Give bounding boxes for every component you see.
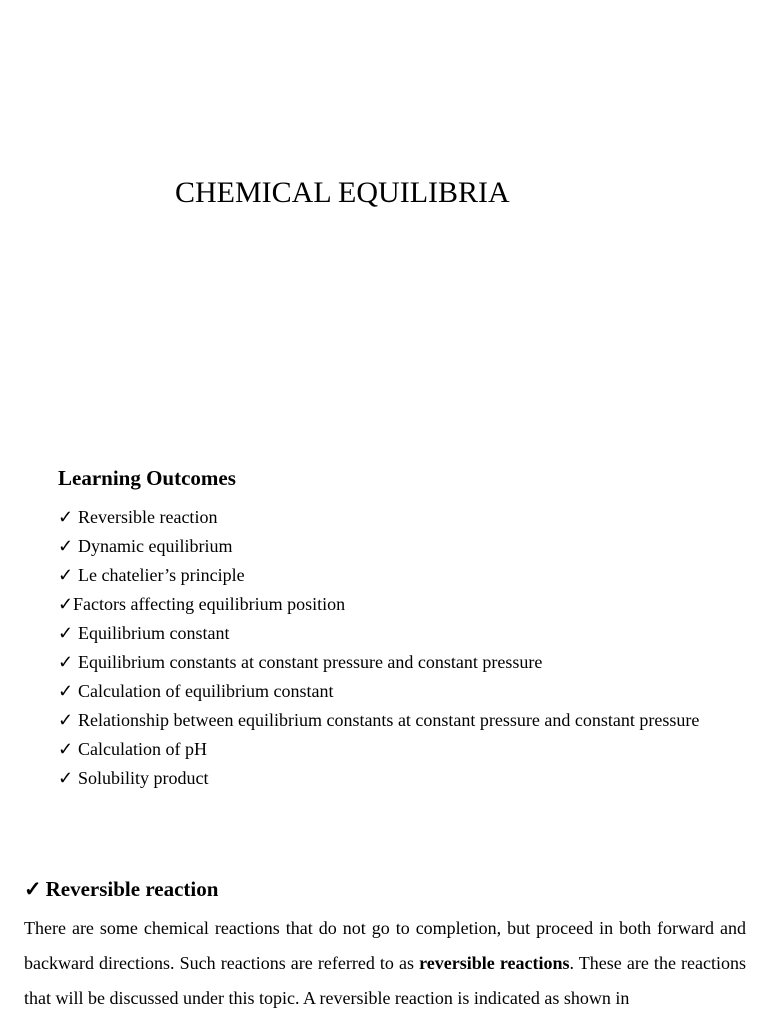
list-item-text: Calculation of equilibrium constant (78, 681, 334, 701)
checkmark-icon: ✓ (58, 768, 74, 788)
checkmark-icon: ✓ (58, 507, 74, 527)
list-item-text: Factors affecting equilibrium position (73, 594, 346, 614)
checkmark-icon: ✓ (58, 623, 74, 643)
list-item (58, 536, 738, 557)
list-item (58, 594, 738, 615)
section-heading-text: Reversible reaction (45, 877, 219, 901)
checkmark-icon: ✓ (58, 681, 74, 701)
checkmark-icon: ✓ (58, 652, 74, 672)
list-item (58, 768, 738, 789)
paragraph-bold-term: reversible reactions (419, 953, 570, 973)
checkmark-icon: ✓ (58, 594, 74, 614)
list-item-text: Equilibrium constants at constant pressure and constant pressure (78, 652, 543, 672)
list-item-text: Relationship between equilibrium constants at constant pressure and constant pressure (78, 710, 700, 730)
section-paragraph (24, 911, 746, 1016)
list-item (58, 565, 738, 586)
list-item (58, 681, 738, 702)
list-item-text: Le chatelier’s principle (78, 565, 245, 585)
section-heading (24, 877, 218, 902)
list-item-text: Dynamic equilibrium (78, 536, 233, 556)
checkmark-icon: ✓ (58, 710, 74, 730)
list-item-text: Calculation of pH (78, 739, 207, 759)
checkmark-icon: ✓ (24, 877, 42, 901)
document-title: CHEMICAL EQUILIBRIA (175, 176, 510, 209)
learning-outcomes-heading: Learning Outcomes (58, 466, 236, 490)
list-item (58, 739, 738, 760)
checkmark-icon: ✓ (58, 536, 74, 556)
paragraph-text: There are some chemical reactions that do not go to completion, but proceed in both forward and backward directions. Such reactions are referred to as (24, 918, 746, 973)
list-item (58, 652, 738, 673)
list-item (58, 710, 738, 731)
list-item-text: Reversible reaction (78, 507, 218, 527)
learning-outcomes-list (58, 507, 738, 797)
list-item (58, 623, 738, 644)
paragraph-text-continued: . These are the reactions that will be discussed under this topic. A reversible reaction is indicated as shown in (24, 953, 746, 1008)
list-item (58, 507, 738, 528)
checkmark-icon: ✓ (58, 739, 74, 759)
list-item-text: Equilibrium constant (78, 623, 230, 643)
checkmark-icon: ✓ (58, 565, 74, 585)
list-item-text: Solubility product (78, 768, 209, 788)
